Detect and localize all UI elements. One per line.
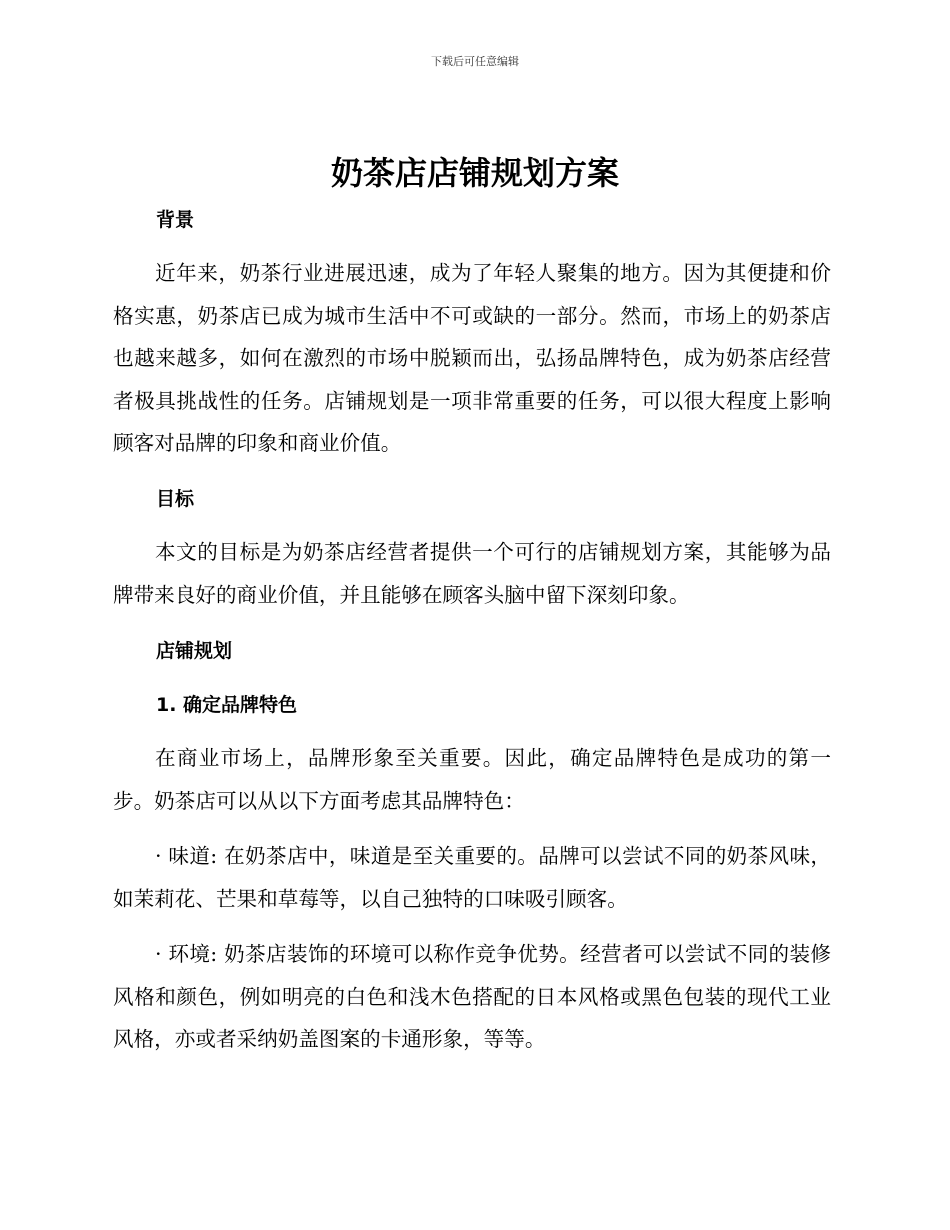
section-heading-goal: 目标	[156, 488, 195, 510]
section-heading-background: 背景	[156, 209, 195, 231]
subsection-heading-brand: 1. 确定品牌特色	[156, 694, 298, 716]
section-heading-planning: 店铺规划	[156, 640, 233, 662]
bullet-environment: · 环境: 奶茶店装饰的环境可以称作竞争优势。经营者可以尝试不同的装修风格和颜色，例如明亮的白色和浅木色搭配的日本风格或黑色包装的现代工业风格，亦或者采纳奶盖图案的卡通形象，等等。	[113, 942, 831, 1051]
bullet-taste: · 味道: 在奶茶店中，味道是至关重要的。品牌可以尝试不同的奶茶风味，如茉莉花、芒果和草莓等，以自己独特的口味吸引顾客。	[113, 844, 831, 911]
paragraph-brand: 在商业市场上，品牌形象至关重要。因此，确定品牌特色是成功的第一步。奶茶店可以从以下方面考虑其品牌特色：	[113, 746, 831, 813]
page-header: 下载后可任意编辑	[431, 55, 519, 68]
paragraph-goal: 本文的目标是为奶茶店经营者提供一个可行的店铺规划方案，其能够为品牌带来良好的商业价值，并且能够在顾客头脑中留下深刻印象。	[113, 540, 831, 607]
document-title: 奶茶店店铺规划方案	[330, 154, 619, 192]
paragraph-background: 近年来，奶茶行业进展迅速，成为了年轻人聚集的地方。因为其便捷和价格实惠，奶茶店已成为城市生活中不可或缺的一部分。然而，市场上的奶茶店也越来越多，如何在激烈的市场中脱颖而出，弘扬品牌特色，成为奶茶店经营者极具挑战性的任务。店铺规划是一项非常重要的任务，可以很大程度上影响顾客对品牌的印象和商业价值。	[113, 261, 831, 455]
